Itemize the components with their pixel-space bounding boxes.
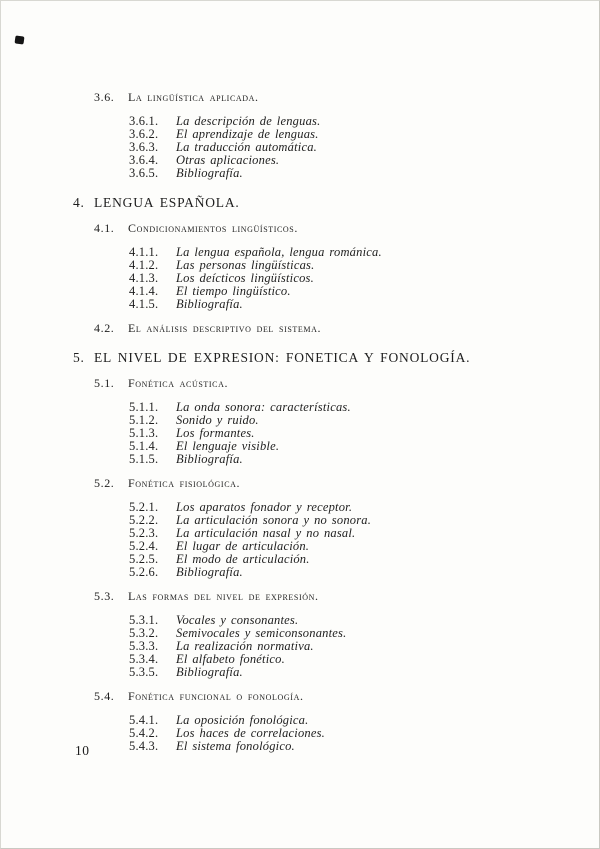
toc-item (1, 272, 599, 285)
page-number: 10 (75, 743, 90, 758)
scan-artifact-mark (14, 35, 24, 44)
entry-number: 5.3.4. (129, 652, 159, 666)
toc-item (1, 154, 599, 167)
entry-text: Bibliografía. (176, 665, 243, 679)
toc-item (1, 727, 599, 740)
entry-number: 5.2.6. (129, 565, 159, 579)
toc-subsection (1, 690, 599, 703)
entry-number: 5.2. (94, 476, 115, 490)
entry-text: La realización normativa. (176, 639, 314, 653)
entry-number: 4.1.2. (129, 258, 159, 272)
entry-number: 5.2.3. (129, 526, 159, 540)
entry-text: La articulación nasal y no nasal. (176, 526, 356, 540)
toc-item (1, 167, 599, 180)
entry-text: Condicionamientos lingüísticos. (128, 221, 298, 235)
entry-number: 5.4.3. (129, 739, 159, 753)
entry-text: El aprendizaje de lenguas. (176, 127, 319, 141)
entry-number: 4.1.3. (129, 271, 159, 285)
entry-text: Los formantes. (176, 426, 255, 440)
toc-item (1, 740, 599, 753)
entry-text: El análisis descriptivo del sistema. (128, 321, 322, 335)
entry-text: El modo de articulación. (176, 552, 310, 566)
entry-text: La oposición fonológica. (176, 713, 309, 727)
entry-text: Sonido y ruido. (176, 413, 259, 427)
toc-item (1, 427, 599, 440)
toc-item (1, 653, 599, 666)
entry-number: 5.4.1. (129, 713, 159, 727)
entry-text: El alfabeto fonético. (176, 652, 285, 666)
toc-item (1, 401, 599, 414)
entry-number: 5.3.5. (129, 665, 159, 679)
entry-text: Los haces de correlaciones. (176, 726, 325, 740)
toc-list (1, 1, 599, 753)
toc-item (1, 566, 599, 579)
entry-number: 5.1.4. (129, 439, 159, 453)
entry-text: Los aparatos fonador y receptor. (176, 500, 353, 514)
entry-number: 4.1.4. (129, 284, 159, 298)
entry-number: 5.3. (94, 589, 115, 603)
entry-number: 3.6.5. (129, 166, 159, 180)
entry-number: 5.4.2. (129, 726, 159, 740)
toc-section (1, 350, 599, 366)
entry-text: La lingüística aplicada. (128, 90, 259, 104)
entry-text: El lugar de articulación. (176, 539, 310, 553)
toc-item (1, 640, 599, 653)
entry-number: 5.1.3. (129, 426, 159, 440)
entry-number: 5.3.3. (129, 639, 159, 653)
toc-subsection (1, 477, 599, 490)
entry-text: Los deícticos lingüísticos. (176, 271, 314, 285)
toc-item (1, 414, 599, 427)
entry-number: 5.2.4. (129, 539, 159, 553)
entry-text: Bibliografía. (176, 297, 243, 311)
entry-text: Las personas lingüísticas. (176, 258, 315, 272)
entry-number: 4.1.5. (129, 297, 159, 311)
entry-number: 4.1. (94, 221, 115, 235)
entry-number: 5.4. (94, 689, 115, 703)
toc-item (1, 453, 599, 466)
entry-number: 3.6.1. (129, 114, 159, 128)
entry-text: LENGUA ESPAÑOLA. (94, 195, 240, 210)
entry-number: 5.1. (94, 376, 115, 390)
entry-text: La onda sonora: características. (176, 400, 351, 414)
entry-number: 5. (73, 350, 85, 365)
entry-number: 5.2.1. (129, 500, 159, 514)
toc-item (1, 553, 599, 566)
entry-text: La articulación sonora y no sonora. (176, 513, 372, 527)
entry-number: 4.2. (94, 321, 115, 335)
toc-item (1, 285, 599, 298)
toc-item (1, 440, 599, 453)
toc-section (1, 195, 599, 211)
entry-text: Las formas del nivel de expresión. (128, 589, 319, 603)
entry-number: 5.1.5. (129, 452, 159, 466)
entry-number: 5.3.1. (129, 613, 159, 627)
entry-text: La lengua española, lengua románica. (176, 245, 382, 259)
entry-number: 5.3.2. (129, 626, 159, 640)
toc-item (1, 141, 599, 154)
entry-text: Otras aplicaciones. (176, 153, 280, 167)
toc-subsection (1, 322, 599, 335)
entry-text: El sistema fonológico. (176, 739, 295, 753)
entry-text: Bibliografía. (176, 166, 243, 180)
toc-subsection (1, 590, 599, 603)
entry-text: Bibliografía. (176, 565, 243, 579)
entry-number: 5.1.1. (129, 400, 159, 414)
entry-number: 4.1.1. (129, 245, 159, 259)
entry-number: 3.6.4. (129, 153, 159, 167)
entry-text: La descripción de lenguas. (176, 114, 321, 128)
entry-text: Fonética fisiológica. (128, 476, 241, 490)
toc-item (1, 298, 599, 311)
entry-number: 3.6.2. (129, 127, 159, 141)
toc-item (1, 666, 599, 679)
toc-subsection (1, 377, 599, 390)
entry-number: 3.6. (94, 90, 115, 104)
entry-text: Vocales y consonantes. (176, 613, 299, 627)
entry-text: Bibliografía. (176, 452, 243, 466)
entry-text: El lenguaje visible. (176, 439, 280, 453)
entry-number: 4. (73, 195, 85, 210)
toc-subsection (1, 91, 599, 104)
entry-number: 5.1.2. (129, 413, 159, 427)
entry-text: La traducción automática. (176, 140, 317, 154)
entry-number: 5.2.2. (129, 513, 159, 527)
entry-text: El tiempo lingüístico. (176, 284, 291, 298)
entry-number: 3.6.3. (129, 140, 159, 154)
entry-number: 5.2.5. (129, 552, 159, 566)
entry-text: EL NIVEL DE EXPRESION: FONETICA Y FONOLOGÍA. (94, 350, 471, 365)
entry-text: Fonética funcional o fonología. (128, 689, 304, 703)
toc-subsection (1, 222, 599, 235)
entry-text: Semivocales y semiconsonantes. (176, 626, 347, 640)
entry-text: Fonética acústica. (128, 376, 229, 390)
